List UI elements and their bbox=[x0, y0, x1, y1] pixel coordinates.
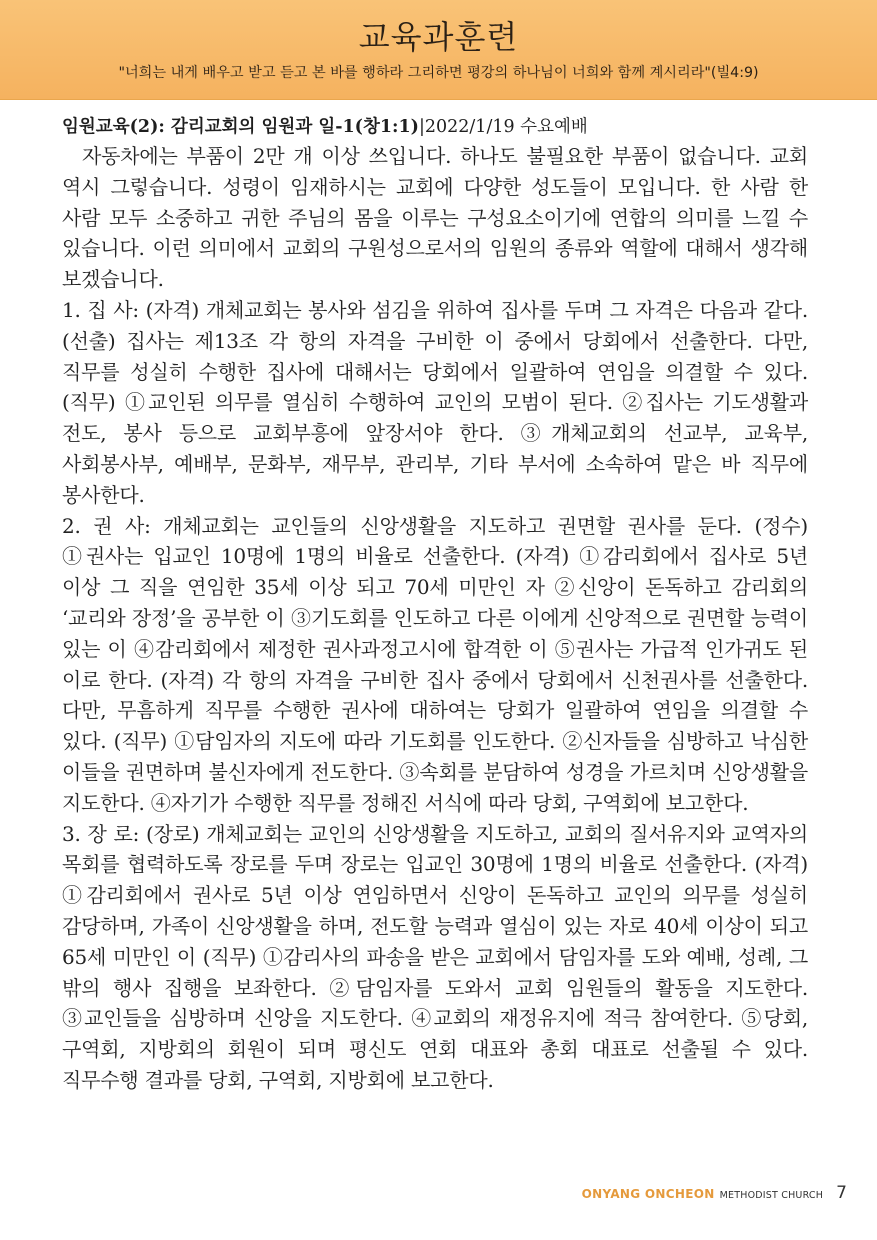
page-footer bbox=[582, 1183, 847, 1207]
article-date: 2022/1/19 수요예배 bbox=[424, 117, 588, 137]
elder-paragraph: 3. 장 로: (장로) 개체교회는 교인의 신앙생활을 지도하고, 교회의 질서유지와 교역자의 목회를 협력하도록 장로를 두며 장로는 입교인 30명에 1명의 비율로 선출한다. (자격) ①감리회에서 권사로 5년 이상 연임하면서 신앙이 돈독하고 교인의 의무를 성실히 감당하며, 가족이 신앙생활을 하며, 전도할 능력과 열심이 있는 자로 40세 이상이 되고 65세 미만인 이 (직무) ①감리사의 파송을 받은 교회에서 담임자를 도와 예배, 성례, 그 밖의 행사 집행을 보좌한다. ②담임자를 도와서 교회 임원들의 활동을 지도한다. ③교인들을 심방하며 신앙을 지도한다. ④교회의 재정유지에 적극 참여한다. ⑤당회, 구역회, 지방회의 회원이 되며 평신도 연회 대표와 총회 대표로 선출될 수 있다. 직무수행 결과를 당회, 구역회, 지방회에 보고한다. bbox=[62, 821, 808, 1092]
article-title: 임원교육(2): 감리교회의 임원과 일-1(창1:1) bbox=[62, 117, 419, 137]
bible-verse: "너희는 내게 배우고 받고 듣고 본 바를 행하라 그리하면 평강의 하나님이 너희와 함께 계시리라"(빌4:9) bbox=[118, 65, 759, 81]
section-title: 교육과훈련 bbox=[358, 18, 519, 56]
page-number: 7 bbox=[836, 1183, 847, 1203]
article-heading bbox=[62, 113, 808, 141]
page-header bbox=[0, 0, 877, 100]
exhorter-paragraph: 2. 권 사: 개체교회는 교인들의 신앙생활을 지도하고 권면할 권사를 둔다. (정수) ①권사는 입교인 10명에 1명의 비율로 선출한다. (자격) ①감리회에서 집사로 5년 이상 그 직을 연임한 35세 이상 되고 70세 미만인 자 ②신앙이 돈독하고 감리회의 ‘교리와 장정’을 공부한 이 ③기도회를 인도하고 다른 이에게 신앙적으로 권면할 능력이 있는 이 ④감리회에서 제정한 권사과정고시에 합격한 이 ⑤권사는 가급적 인가귀도 된 이로 한다. (자격) 각 항의 자격을 구비한 집사 중에서 당회에서 신천권사를 선출한다. 다만, 무흠하게 직무를 수행한 권사에 대하여는 당회가 일괄하여 연임을 의결할 수 있다. (직무) ①담임자의 지도에 따라 기도회를 인도한다. ②신자들을 심방하고 낙심한 이들을 권면하며 불신자에게 전도한다. ③속회를 분담하여 성경을 가르치며 신앙생활을 지도한다. ④자기가 수행한 직무를 정해진 서식에 따라 당회, 구역회에 보고한다. bbox=[62, 513, 808, 815]
intro-paragraph: 자동차에는 부품이 2만 개 이상 쓰입니다. 하나도 불필요한 부품이 없습니다. 교회 역시 그렇습니다. 성령이 임재하시는 교회에 다양한 성도들이 모입니다. 한 사람 한 사람 모두 소중하고 귀한 주님의 몸을 이루는 구성요소이기에 연합의 의미를 느낄 수 있습니다. 이런 의미에서 교회의 구원성으로서의 임원의 종류와 역할에 대해서 생각해 보겠습니다. bbox=[62, 144, 808, 292]
church-subtitle: METHODIST CHURCH bbox=[719, 1190, 824, 1201]
heading-separator: | bbox=[418, 117, 425, 137]
deacon-paragraph: 1. 집 사: (자격) 개체교회는 봉사와 섬김을 위하여 집사를 두며 그 자격은 다음과 같다. (선출) 집사는 제13조 각 항의 자격을 구비한 이 중에서 당회에서 선출한다. 다만, 직무를 성실히 수행한 집사에 대해서는 당회에서 일괄하여 연임을 의결할 수 있다. (직무) ①교인된 의무를 열심히 수행하여 교인의 모범이 된다. ②집사는 기도생활과 전도, 봉사 등으로 교회부흥에 앞장서야 한다. ③개체교회의 선교부, 교육부, 사회봉사부, 예배부, 문화부, 재무부, 관리부, 기타 부서에 소속하여 맡은 바 직무에 봉사한다. bbox=[62, 297, 808, 507]
article bbox=[62, 113, 808, 1096]
church-name: ONYANG ONCHEON bbox=[581, 1187, 715, 1201]
